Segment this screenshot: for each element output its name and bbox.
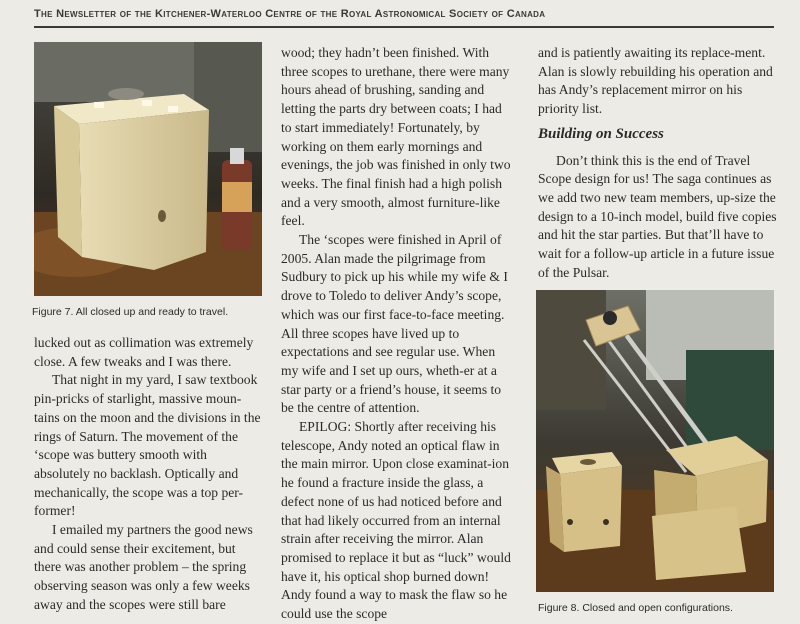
- figure-8-image: [536, 290, 774, 592]
- col3-paragraph-2: Don’t think this is the end of Travel Scope design for us! The saga continues as we add two new team members, up-size the design to a 10-inch model, build five copies and hit the star parties. But that’ll have to wait for a follow-up article in a future issue of the Pulsar.: [538, 152, 777, 280]
- figure-7-photo: [34, 42, 262, 296]
- column-2: [281, 44, 515, 624]
- rasc-logo: [734, 0, 794, 22]
- column-1: [34, 334, 262, 615]
- col1-paragraph-2: That night in my yard, I saw textbook pin-pricks of starlight, massive moun-tains on the moon and the divisions in the rings of Saturn. The movement of the ‘scope was buttery smooth with absolutely no backlash. Optically and mechanically, the scope was a top per-former!: [34, 372, 261, 519]
- col2-paragraph-3: EPILOG: Shortly after receiving his telescope, Andy noted an optical flaw in the main mirror. Upon close examinat-ion he found a fracture inside the glass, a defect none of us had noticed before and that had likely occurred from an internal strain after receiving the mirror. Alan promised to replace it but as “luck” would have it, his optical shop burned down! Andy found a way to mask the flaw so he could use the scope: [281, 419, 511, 622]
- newsletter-header: [34, 6, 774, 28]
- figure-7-caption: Figure 7. All closed up and ready to travel.: [32, 306, 229, 318]
- column-3: [538, 44, 778, 282]
- col3-paragraph-1: and is patiently awaiting its replace-ment. Alan is slowly rebuilding his operation and has Andy’s replacement mirror on his priority list.: [538, 45, 773, 117]
- section-heading: Building on Success: [538, 125, 664, 142]
- col1-paragraph-3: I emailed my partners the good news and could sense their excitement, but there was another problem – the spring observing season was only a few weeks away and the scopes were still bare: [34, 522, 253, 612]
- figure-8-caption: Figure 8. Closed and open configurations.: [538, 602, 733, 614]
- newsletter-title: The Newsletter of the Kitchener-Waterloo Centre of the Royal Astronomical Society of Canada: [34, 8, 546, 20]
- figure-8-photo: [536, 290, 774, 592]
- figure-7-image: [34, 42, 262, 296]
- col1-paragraph-1: lucked out as collimation was extremely close. A few tweaks and I was there.: [34, 335, 254, 369]
- col2-paragraph-1: wood; they hadn’t been finished. With three scopes to urethane, there were many hours ahead of brushing, sanding and letting the parts dry between coats; I had to start immediately! Fortunately, by working on them early mornings and evenings, the job was finished in only two weeks. The final finish had a high polish and a very smooth, almost furniture-like feel.: [281, 45, 511, 229]
- col2-paragraph-2: The ‘scopes were finished in April of 2005. Alan made the pilgrimage from Sudbury to pick up his while my wife & I drove to Toledo to deliver Andy’s scope, which was our first face-to-face meeting. All three scopes have lived up to expectations and see regular use. When my wife and I set up ours, wheth-er at a star party or a friend’s house, it seems to be the centre of attention.: [281, 232, 508, 416]
